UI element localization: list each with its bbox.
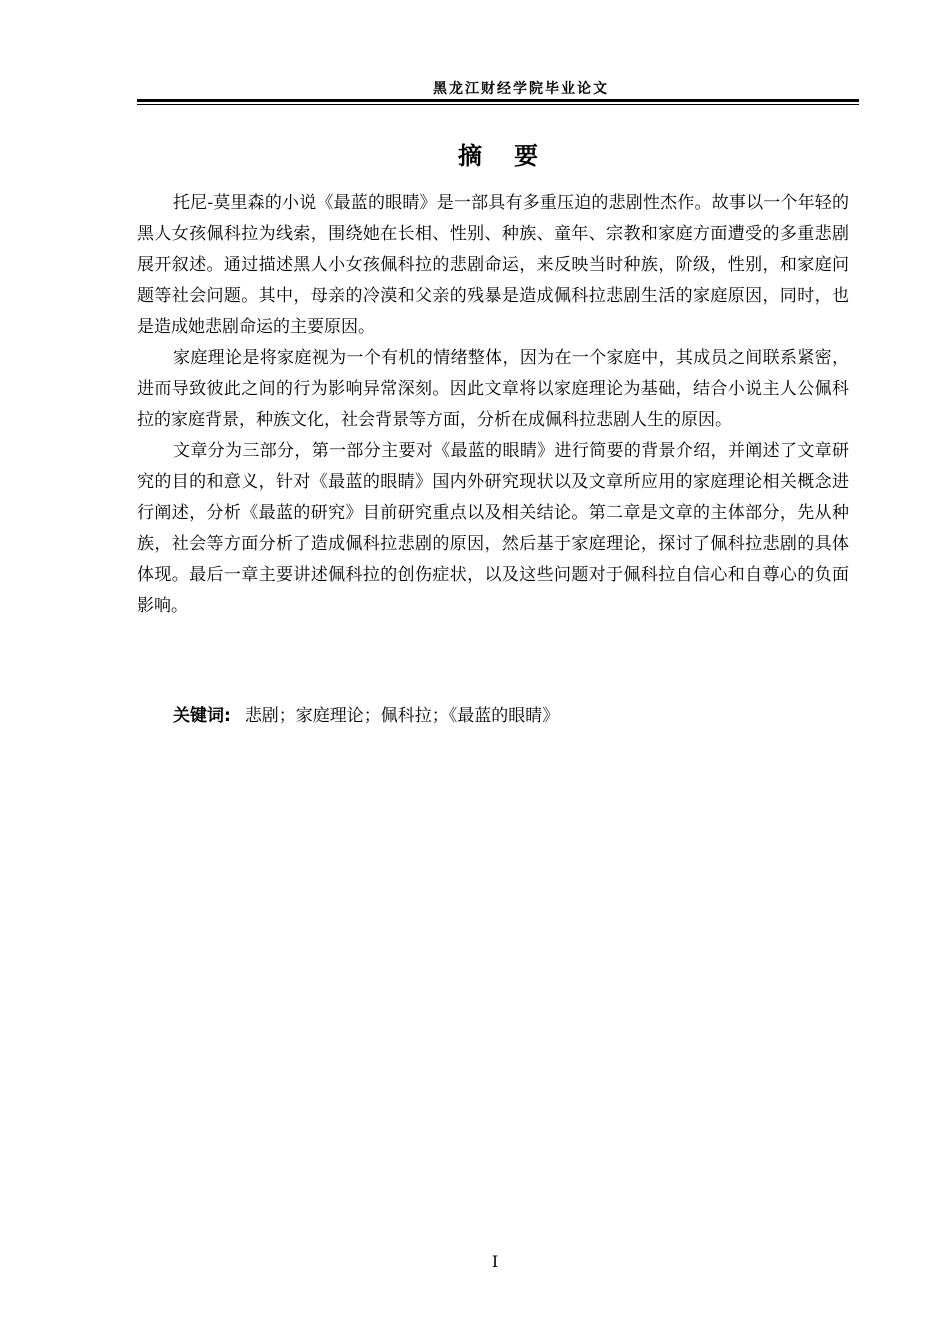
abstract-paragraph-1: 托尼-莫里森的小说《最蓝的眼睛》是一部具有多重压迫的悲剧性杰作。故事以一个年轻的黑人女孩佩科拉为线索，围绕她在长相、性别、种族、童年、宗教和家庭方面遭受的多重悲剧展开叙述。通过描述黑人小女孩佩科拉的悲剧命运，来反映当时种族，阶级，性别，和家庭问题等社会问题。其中，母亲的冷漠和父亲的残暴是造成佩科拉悲剧生活的家庭原因，同时，也是造成她悲剧命运的主要原因。 (137, 193, 849, 337)
page-number: I (491, 1252, 499, 1271)
keywords-line (173, 703, 559, 729)
keywords-label: 关键词: (173, 706, 231, 726)
header-rule-thick (137, 99, 859, 102)
abstract-paragraph-2: 家庭理论是将家庭视为一个有机的情绪整体，因为在一个家庭中，其成员之间联系紧密，进而导致彼此之间的行为影响异常深刻。因此文章将以家庭理论为基础，结合小说主人公佩科拉的家庭背景，种族文化，社会背景等方面，分析在成佩科拉悲剧人生的原因。 (137, 348, 849, 430)
abstract-body (137, 188, 849, 622)
header-rule-thin (137, 104, 859, 105)
running-header: 黑龙江财经学院毕业论文 (433, 81, 609, 97)
abstract-paragraph-3: 文章分为三部分，第一部分主要对《最蓝的眼睛》进行简要的背景介绍，并阐述了文章研究的目的和意义，针对《最蓝的眼睛》国内外研究现状以及文章所应用的家庭理论相关概念进行阐述，分析《最蓝的研究》目前研究重点以及相关结论。第二章是文章的主体部分，先从种族，社会等方面分析了造成佩科拉悲剧的原因，然后基于家庭理论，探讨了佩科拉悲剧的具体体现。最后一章主要讲述佩科拉的创伤症状，以及这些问题对于佩科拉自信心和自尊心的负面影响。 (137, 441, 849, 616)
keywords-value: 悲剧；家庭理论；佩科拉；《最蓝的眼睛》 (244, 706, 560, 726)
abstract-title: 摘要 (458, 142, 570, 170)
